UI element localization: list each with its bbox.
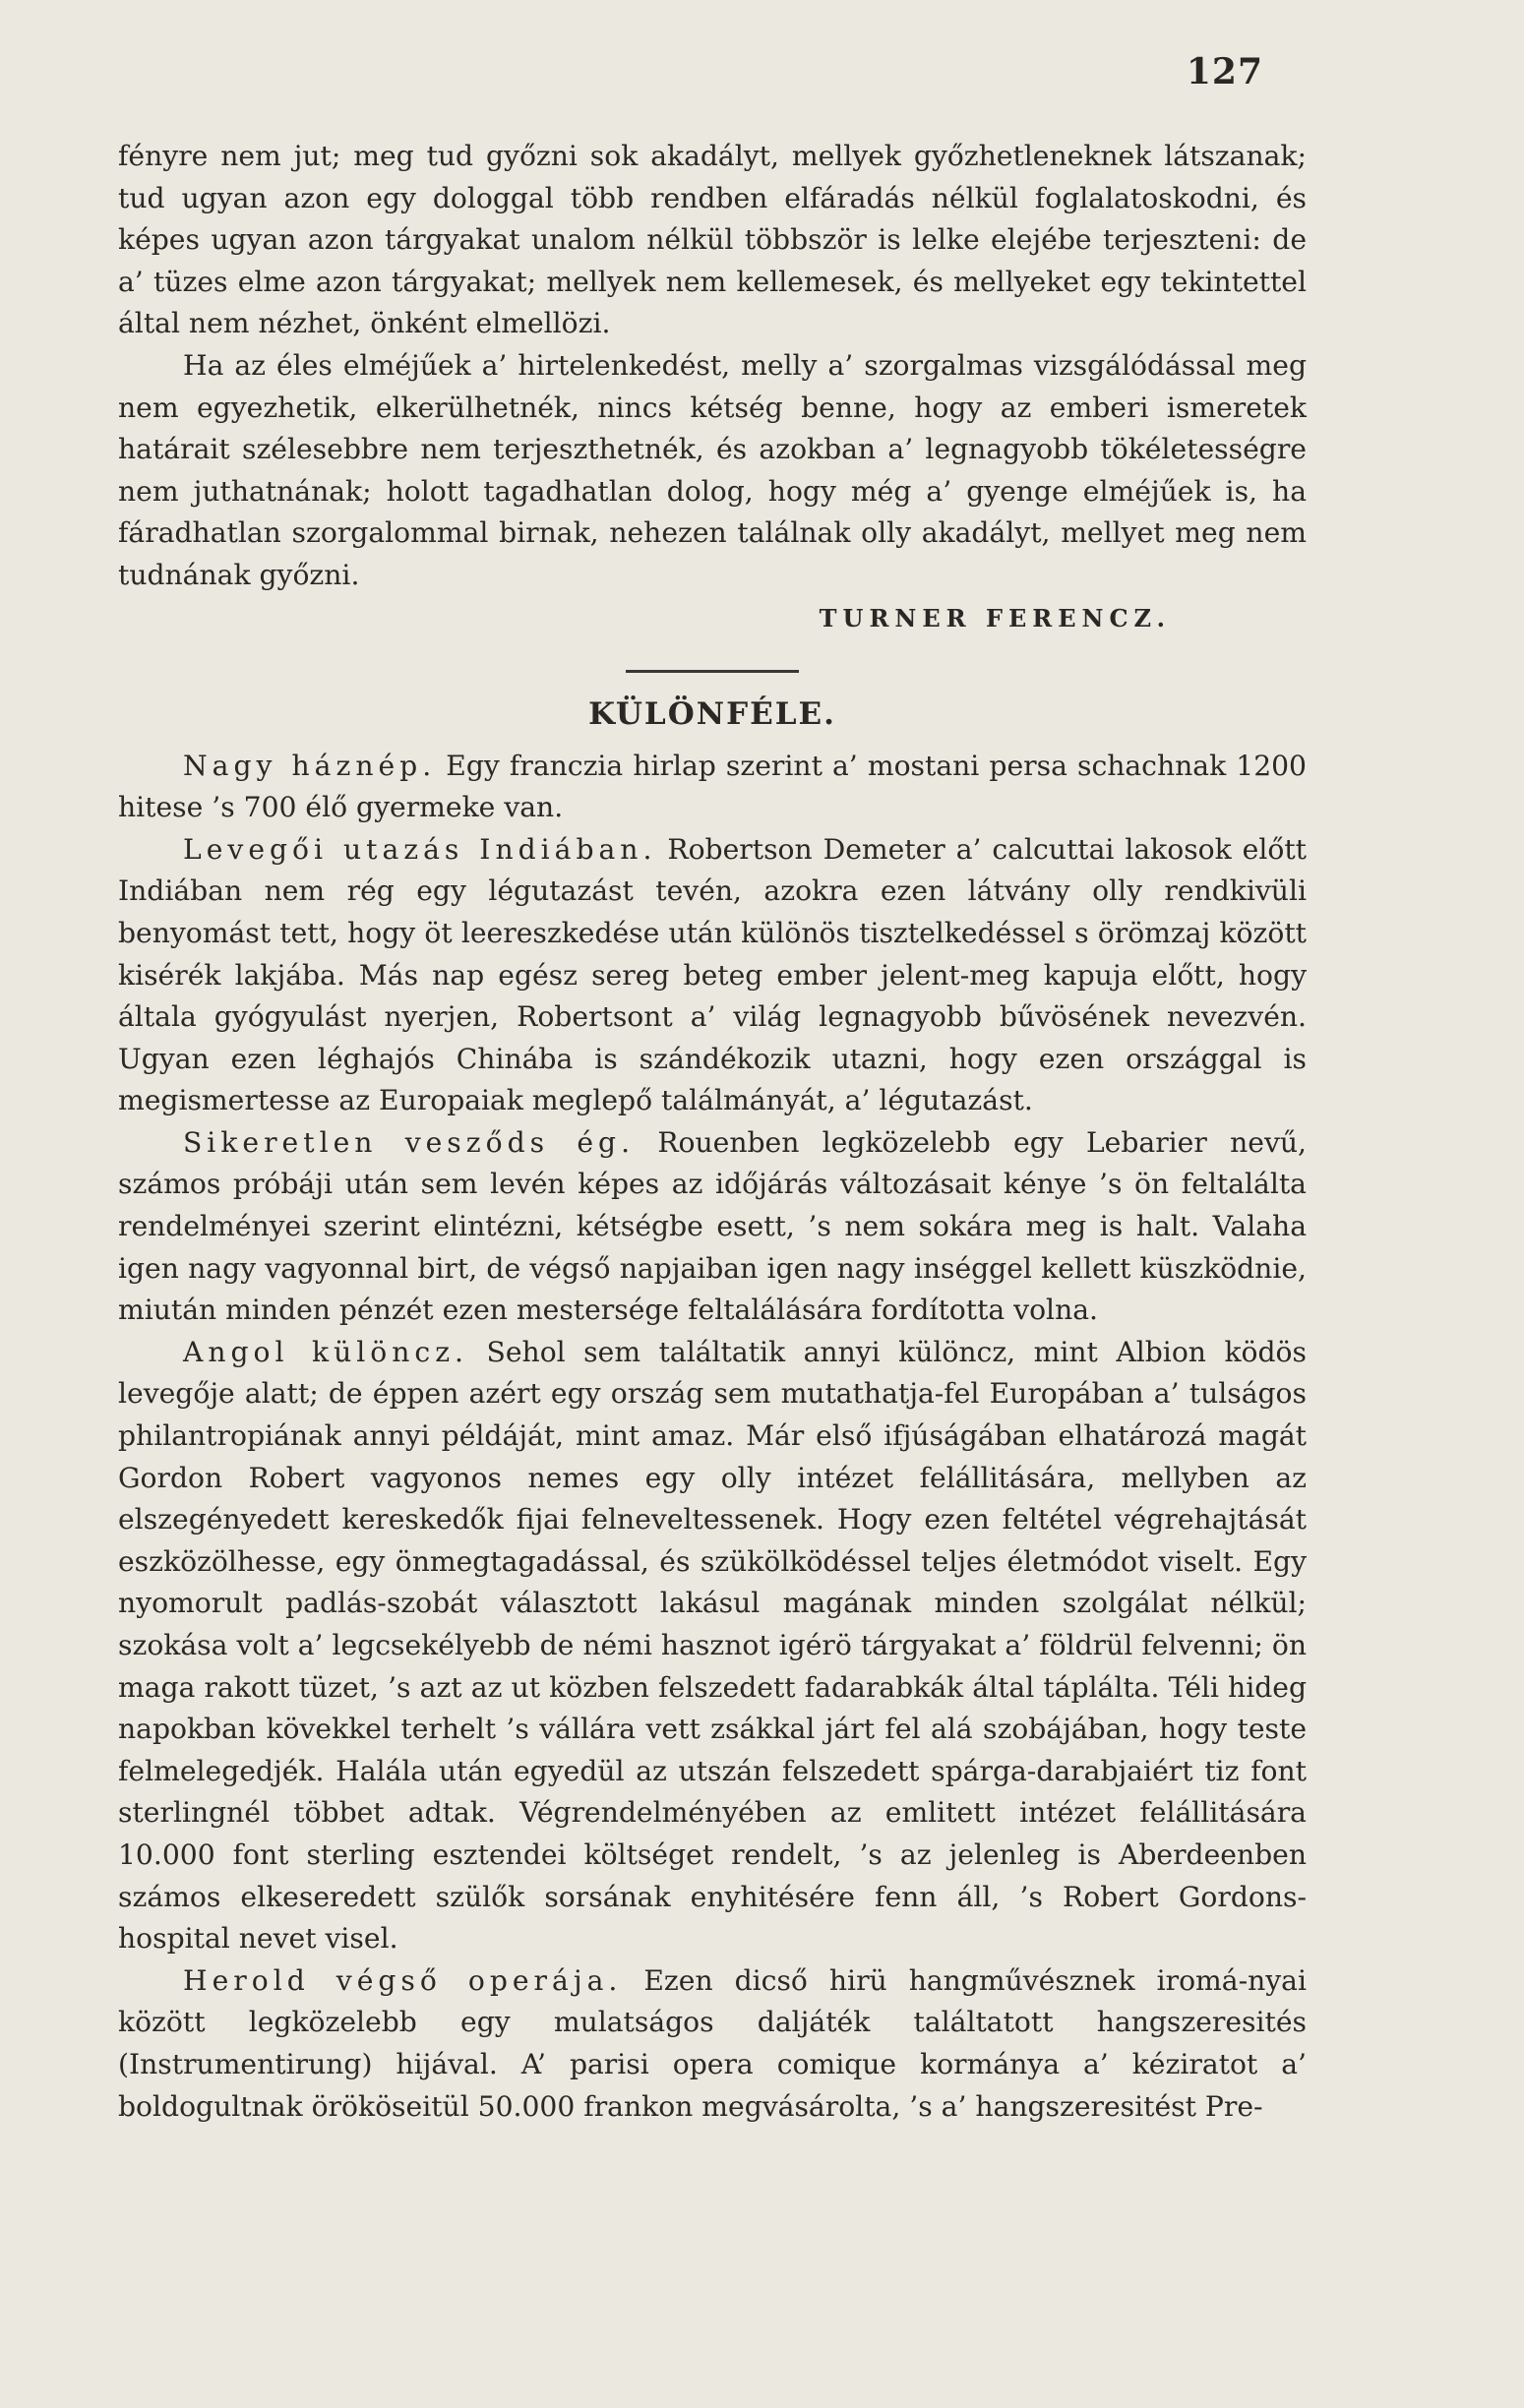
news-item-heading: Angol különcz. — [183, 1335, 469, 1368]
news-item — [118, 1122, 1307, 1332]
news-item — [118, 1332, 1307, 1960]
page-number: 127 — [1186, 51, 1263, 92]
intro-paragraph-2: Ha az éles elméjűek a’ hirtelenkedést, melly a’ szorgalmas vizsgálódással meg nem egyezhetik, elkerülhetnék, nincs kétség benne, hogy az emberi ismeretek határait szélesebbre nem terjeszthetnék, és azokban a’ legnagyobb tökéletességre nem juthatnának; holott tagadhatlan dolog, hogy még a’ gyenge elméjűek is, ha fáradhatlan szorgalommal birnak, nehezen találnak olly akadályt, mellyet meg nem tudnának győzni. — [118, 348, 1307, 591]
news-item-text: Ezen dicső hirü hangművésznek iromá-nyai között legközelebb egy mulatságos daljáték találtatott hangszeresités (Instrumentirung) hijával. A’ parisi opera comique kormánya a’ kéziratot a’ boldogultnak örököseitül 50.000 frankon megvásárolta, ’s a’ hangszeresitést Pre- — [118, 1963, 1307, 2123]
author-signature: TURNER FERENCZ. — [819, 603, 1171, 632]
news-item-text: Sehol sem találtatik annyi különcz, mint Albion ködös levegője alatt; de éppen azért egy ország sem mutathatja-fel Europában a’ tulságos philantropiának annyi példáját, mint amaz. Már első ifjúságában elhatározá magát Gordon Robert vagyonos nemes egy olly intézet felállitására, mellyben az elszegényedett kereskedők fijai felneveltessenek. Hogy ezen feltétel végrehajtását eszközölhesse, egy önmegtagadással, és szükölködéssel teljes életmódot viselt. Egy nyomorult padlás-szobát választott lakásul magának minden szolgálat nélkül; szokása volt a’ legcsekélyebb de némi hasznot igérö tárgyakat a’ földrül felvenni; ön maga rakott tüzet, ’s azt az ut közben felszedett fadarabkák által táplálta. Téli hideg napokban kövekkel terhelt ’s vállára vett zsákkal járt fel alá szobájában, hogy teste felmelegedjék. Halála után egyedül az utszán felszedett spárga-darabjaiért tiz font sterlingnél többet adtak. Végrendelményében az emlitett intézet felállitására 10.000 font sterling esztendei költséget rendelt, ’s az jelenleg is Aberdeenben számos elkeseredett szülők sorsának enyhitésére fenn áll, ’s Robert Gordons-hospital nevet visel. — [118, 1335, 1307, 1956]
intro-paragraph-1: fényre nem jut; meg tud győzni sok akadályt, mellyek győzhetleneknek látszanak; tud ugyan azon egy dologgal több rendben elfáradás nélkül foglalatoskodni, és képes ugyan azon tárgyakat unalom nélkül többször is lelke elejébe terjeszteni: de a’ tüzes elme azon tárgyakat; mellyek nem kellemesek, és mellyeket egy tekintettel által nem nézhet, önként elmellözi. — [118, 140, 1307, 340]
page-body — [118, 136, 1307, 2128]
section-title: KÜLÖNFÉLE. — [588, 695, 836, 732]
news-item-heading: Levegői utazás Indiában. — [183, 832, 657, 866]
news-item — [118, 746, 1307, 829]
news-item-text: Robertson Demeter a’ calcuttai lakosok előtt Indiában nem rég egy légutazást tevén, azokra ezen látvány olly rendkivüli benyomást tett, hogy öt leereszkedése után különös tisztelkedéssel s örömzaj között kisérék lakjába. Más nap egész sereg beteg ember jelent-meg kapuja előtt, hogy általa gyógyulást nyerjen, Robertsont a’ világ legnagyobb bűvösének nevezvén. Ugyan ezen léghajós Chinába is szándékozik utazni, hogy ezen országgal is megismertesse az Europaiak meglepő találmányát, a’ légutazást. — [118, 832, 1307, 1117]
news-item — [118, 829, 1307, 1122]
section-divider — [626, 670, 799, 673]
news-item-heading: Sikeretlen vesződs ég. — [183, 1125, 636, 1159]
news-item-heading: Herold végső operája. — [183, 1963, 623, 1997]
news-item-text: Rouenben legközelebb egy Lebarier nevű, számos próbáji után sem levén képes az időjárás változásait kénye ’s ön feltalálta rendelményei szerint elintézni, kétségbe esett, ’s nem sokára meg is halt. Valaha igen nagy vagyonnal birt, de végső napjaiban igen nagy inséggel kellett küszködnie, miután minden pénzét ezen mestersége feltalálására fordította volna. — [118, 1125, 1307, 1327]
news-item-heading: Nagy háznép. — [183, 749, 437, 782]
news-item — [118, 1960, 1307, 2128]
news-item-text: Egy franczia hirlap szerint a’ mostani persa schachnak 1200 hitese ’s 700 élő gyermeke van. — [118, 749, 1307, 824]
